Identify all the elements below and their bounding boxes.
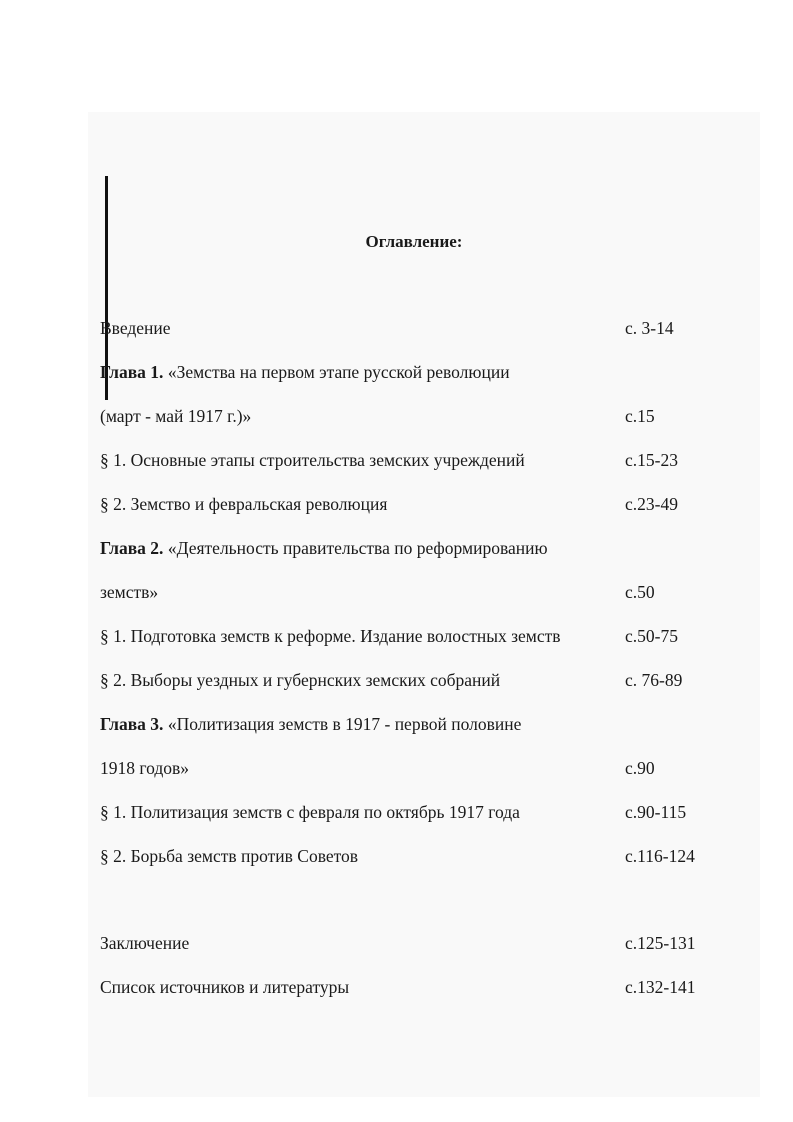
toc-entry-page: с.125-131 [625,933,696,953]
toc-entry-label: Введение [100,318,171,338]
toc-entry-section [0,670,793,690]
toc-entry-chapter-2 [0,538,793,558]
toc-entry-page: с.90-115 [625,802,687,822]
toc-entry-label: § 1. Подготовка земств к реформе. Издание волостных земств [100,626,561,646]
toc-entry-page: с.15 [625,406,655,426]
toc-entry-page: с.23-49 [625,494,678,514]
toc-entry-section [0,450,793,470]
toc-entry-chapter-3 [0,714,793,734]
toc-title: Оглавление: [365,232,463,251]
toc-entry-label: Список источников и литературы [100,977,350,997]
toc-entry-label: 1918 годов» [100,758,190,778]
toc-entry-label: (март - май 1917 г.)» [100,406,252,426]
toc-entry-page: с.15-23 [625,450,678,470]
chapter-number: Глава 2. [100,538,164,558]
toc-entry-page: с. 76-89 [625,670,683,690]
toc-entry-page: с. 3-14 [625,318,674,338]
toc-entry-section [0,494,793,514]
toc-entry-chapter-1-cont [0,406,793,426]
toc-entry-label: § 2. Выборы уездных и губернских земских собраний [100,670,501,690]
toc-entry-conclusion [0,933,793,953]
toc-entry-page: с.50 [625,582,655,602]
toc-entry-label: § 2. Земство и февральская революция [100,494,388,514]
toc-entry-label: земств» [100,582,159,602]
toc-entry-bibliography [0,977,793,997]
toc-entry-label: Глава 2. «Деятельность правительства по реформированию [100,538,548,558]
toc-entry-label: § 1. Политизация земств с февраля по октябрь 1917 года [100,802,520,822]
toc-entry-page: с.116-124 [625,846,695,866]
toc-entry-section [0,802,793,822]
toc-entry-page: с.50-75 [625,626,678,646]
toc-entry-page: с.90 [625,758,655,778]
toc-entry-label: § 1. Основные этапы строительства земских учреждений [100,450,525,470]
toc-entry-section [0,626,793,646]
chapter-number: Глава 3. [100,714,164,734]
toc-entry-label: Глава 1. «Земства на первом этапе русской революции [100,362,510,382]
toc-entry-label: Глава 3. «Политизация земств в 1917 - первой половине [100,714,522,734]
toc-entry-label: § 2. Борьба земств против Советов [100,846,359,866]
toc-entry-introduction [0,318,793,338]
chapter-number: Глава 1. [100,362,164,382]
toc-entry-section [0,846,793,866]
toc-entry-chapter-1 [0,362,793,382]
toc-entry-chapter-3-cont [0,758,793,778]
toc-entry-page: с.132-141 [625,977,696,997]
toc-entry-chapter-2-cont [0,582,793,602]
toc-entry-label: Заключение [100,933,190,953]
